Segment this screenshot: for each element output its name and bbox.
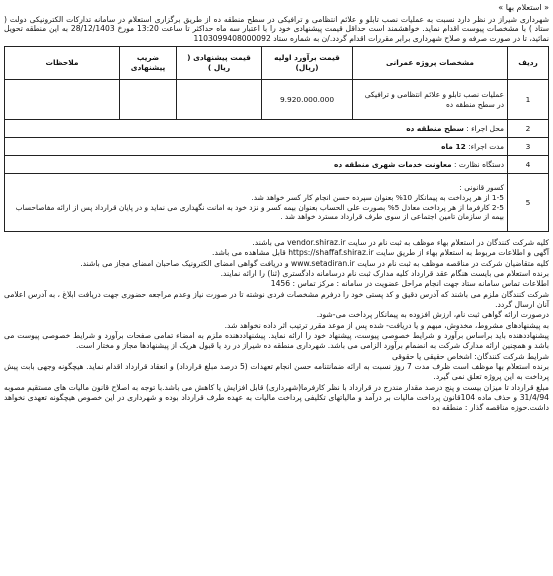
header-project-spec: مشخصات پروژه عمرانی <box>353 47 508 80</box>
estimate-cell: 9.920.000.000 <box>262 80 353 120</box>
deduction-item: 2-5 کارفرما از هر پرداخت معادل 5% بصورت علی الحساب بعنوان بیمه کسر و نزد خود به امانت نگهداری می نماید و در پایان قرارداد پس از ارائه مفاصاحساب بیمه از سازمان تامین اجتماعی از سوی طرف قرارداد مسترد خواهد شد . <box>15 202 504 222</box>
tender-notice <box>4 0 549 413</box>
deduction-item: 1-5 از هر پرداخت به پیمانکار 10% بعنوان سپرده حسن انجام کار کسر خواهد شد. <box>251 192 504 202</box>
row-number: 4 <box>508 156 549 174</box>
notice-intro: شهرداری شیراز در نظر دارد نسبت به عملیات نصب تابلو و علائم انتظامی و ترافیکی در سطح منطقه ده از طریق برگزاری استعلام در سامانه تدارکات الکترونیکی دولت ( ستاد ) با مشخصات پیوست اقدام نماید. خواهشمند است حداقل قیمت پیشنهادی خود را با اعتبار سه ماه حداکثر تا ساعت 13:20 مورخ 28/12/1403 به این منطقه تحویل نمائید، تا در صورت صرفه و صلاح شهرداری برابر مقررات اقدام گردد./ن به شماره ستاد 1103099408000092 <box>4 14 549 44</box>
header-notes: ملاحظات <box>5 47 120 80</box>
supervisor-value: معاونت خدمات شهری منطقه ده <box>333 159 452 169</box>
row-number: 1 <box>508 80 549 120</box>
header-estimate: قیمت برآورد اولیه (ریال) <box>262 47 353 80</box>
body-paragraph: برنده استعلام بها موظف است ظرف مدت 7 روز نسبت به ارائه ضمانتنامه حسن انجام تعهدات (5 درصد مبلغ قرارداد) و انعقاد قرارداد اقدام نماید. هیچگونه وجهی بابت پیش پرداخت به این پروژه تعلق نمی گیرد. <box>4 361 550 382</box>
duration-label: مدت اجراء: <box>468 141 504 151</box>
table-row <box>5 156 549 174</box>
deductions-title: کسور قانونی : <box>459 183 504 193</box>
header-offer-price: قیمت پیشنهادی ( ریال ) <box>177 47 262 80</box>
location-label: محل اجراء : <box>466 123 504 133</box>
header-coefficient: ضریب پیشنهادی <box>120 47 177 80</box>
offer-price-cell <box>177 80 262 120</box>
table-row <box>5 174 549 232</box>
row-number: 5 <box>508 174 549 232</box>
body-paragraph: به پیشنهادهای مشروط، مخدوش، مبهم و یا دریافت- شده پس از موعد مقرر ترتیب اثر داده نخواهد شد. <box>224 320 549 330</box>
coefficient-cell <box>120 80 177 120</box>
table-header-row <box>5 47 549 80</box>
body-paragraph: درصورت ارائه گواهی ثبت نام، ارزش افزوده به پیمانکار پرداخت می-شود. <box>316 310 549 320</box>
supervisor-label: دستگاه نظارت : <box>453 159 504 169</box>
body-paragraph: اطلاعات تماس سامانه ستاد جهت انجام مراحل عضویت در سامانه : مرکز تماس : 1456 <box>270 279 549 289</box>
body-paragraph: آگهی و اطلاعات مربوط به استعلام بهاء از طریق سایت https://shaffaf.shiraz.ir قابل مشاهده می باشد. <box>212 248 549 258</box>
body-paragraph: کلیه شرکت کنندگان در استعلام بهاء موظف به ثبت نام در سایت vendor.shiraz.ir می باشند. <box>252 238 549 248</box>
body-paragraph: شرایط شرکت کنندگان: اشخاص حقیقی یا حقوقی <box>391 351 549 361</box>
supervisor-cell <box>5 156 508 174</box>
table-row <box>5 80 549 120</box>
duration-value: 12 ماه <box>441 141 466 151</box>
notes-cell <box>5 80 120 120</box>
header-row-number: ردیف <box>508 47 549 80</box>
location-cell <box>5 120 508 138</box>
duration-cell <box>5 138 508 156</box>
location-value: سطح منطقه ده <box>406 123 464 133</box>
project-spec-cell: عملیات نصب تابلو و علائم انتظامی و ترافیکی در سطح منطقه ده <box>353 80 508 120</box>
deductions-cell <box>5 174 508 232</box>
body-paragraph: برنده استعلام می بایست هنگام عقد قرارداد کلیه مدارک ثبت نام درسامانه دادگستری (ثنا) را ارائه نمایند. <box>220 269 549 279</box>
table-row <box>5 120 549 138</box>
body-paragraph: کلیه متقاضیان شرکت در مناقصه موظف به ثبت نام در سایت www.setadiran.ir و دریافت گواهی امضای الکترونیک صاحبان امضای مجاز می باشند. <box>80 258 549 268</box>
body-paragraph: مبلغ قرارداد تا میزان بیست و پنج درصد مقدار مندرج در قرارداد با نظر کارفرما(شهرداری) قابل افزایش یا کاهش می باشد.با توجه به اصلاح قانون مالیات های مستقیم مصوبه 31/4/94 و حذف ماده 104قانون پرداخت مالیات بر درآمد و مالیاتهای تکلیفی پرداخت مالیات به عهده طرف قرارداد بوده و شهرداری در این خصوص هیچگونه تعهدی نخواهد داشت.حوزه مناقصه گذار : منطقه ده <box>4 382 549 413</box>
row-number: 2 <box>508 120 549 138</box>
body-paragraph: پیشنهاددهنده باید براساس برآورد و شرایط خصوصی پیوست، پیشنهاد خود را ارائه نماید. پیشنهاددهنده ملزم به امضاء تمامی صفحات برآورد و شرایط خصوصی پیوست می باشد و همچنین ارائه مدارک شرکت به انضمام برآورد الزامی می باشد. شهرداری منطقه ده شیراز در رد یا قبول هریک از پیشنهادها مجاز و مختار است. <box>4 330 549 351</box>
body-paragraph: شرکت کنندگان ملزم می باشند که آدرس دقیق و کد پستی خود را درفرم مشخصات فردی نوشته تا در صورت نیاز وعدم مراجعه حضوری جهت دریافت ابلاغ ، به آدرس اعلامی آنان ارسال گردد. <box>4 289 549 309</box>
notice-body <box>4 238 549 413</box>
row-number: 3 <box>508 138 549 156</box>
notice-heading: « استعلام بها » <box>498 3 549 12</box>
table-row <box>5 138 549 156</box>
project-table <box>4 46 549 232</box>
